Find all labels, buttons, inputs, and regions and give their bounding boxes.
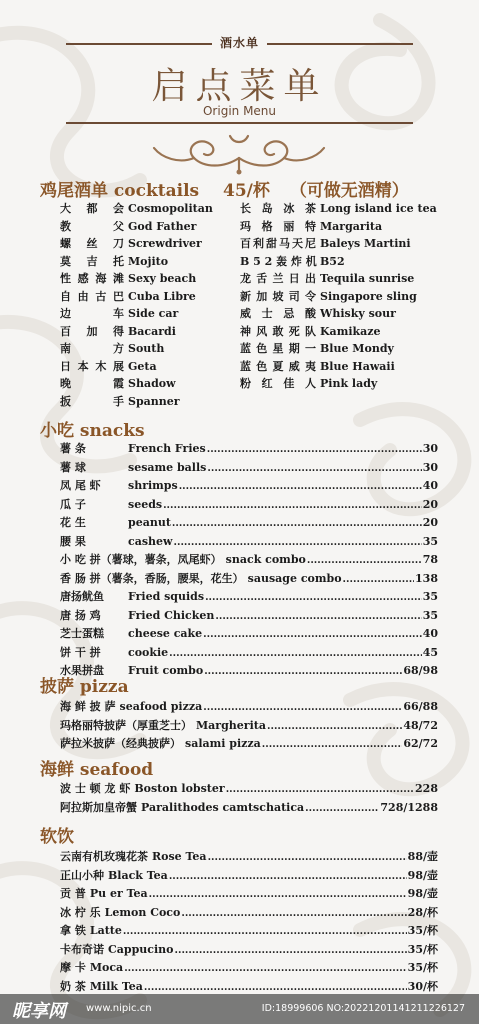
snacks-leader-dots [205,589,422,607]
cocktails-heading-text: 鸡尾酒单 cocktails [40,181,200,201]
snacks-en-name: Fried squids [128,590,205,603]
drinks-cn-name: 卡布奇诺 [60,942,104,956]
snacks-leader-dots [172,515,422,533]
drinks-leader-dots [174,942,406,960]
cocktail-item [60,270,245,288]
cocktail-en-name: Baleys Martini [320,237,411,250]
snacks-en-name: French Fries [128,442,206,455]
snacks-leader-dots [173,534,421,552]
drinks-item-name [60,978,143,996]
cocktail-item [240,358,476,376]
snacks-item [60,551,438,570]
menu-subtitle: Origin Menu [202,104,277,118]
pizza-list [60,698,438,754]
watermark-bar [0,994,479,1024]
snacks-leader-dots [163,497,422,515]
snacks-item [60,625,438,644]
snacks-cn-name: 水果拼盘 [60,664,104,677]
drinks-leader-dots [169,868,407,886]
cocktail-en-name: Singapore sling [320,289,417,303]
snacks-en-name: cookie [128,645,169,659]
drinks-leader-dots [181,905,406,923]
cocktails-right-list [240,200,476,393]
cocktail-cn-name: 螺 丝 刀 [60,237,124,250]
cocktail-en-name: Cuba Libre [128,289,196,303]
cocktail-cn-name: 百利甜马天尼 [240,237,316,250]
snacks-item [60,607,438,626]
snacks-price: 78 [422,553,438,566]
snacks-cn-name: 芝士蛋糕 [60,627,104,640]
drinks-cn-name: 贡 普 [60,887,86,900]
snacks-item-name [60,477,178,495]
snacks-leader-dots [207,441,422,459]
drinks-price: 35/杯 [407,961,438,974]
cocktail-en-name: Sexy beach [128,272,197,285]
pizza-leader-dots [203,699,402,717]
snacks-price: 45 [422,645,438,659]
drinks-en-name: Lemon Coco [104,905,181,919]
pizza-leader-dots [267,718,402,736]
cocktail-item [240,305,476,323]
drinks-en-name: Latte [89,924,122,937]
snacks-leader-dots [204,663,402,681]
cocktail-cn-name: 自由古巴 [60,289,124,303]
drinks-cn-name: 拿 铁 [60,924,86,937]
snacks-cn-name: 饼 干 拼 [60,645,101,659]
snacks-item-name [60,570,342,588]
seafood-en-name: Paralithodes camtschatica [141,801,305,814]
seafood-list [60,780,438,818]
seafood-item [60,780,438,799]
pizza-item-name [60,717,266,735]
pizza-item [60,735,438,754]
pizza-price: 62/72 [403,737,438,750]
snacks-en-name: sesame balls [128,460,207,474]
cocktail-en-name: Cosmopolitan [128,202,213,215]
drinks-leader-dots [149,886,407,904]
ornament-flourish-icon [144,128,334,176]
cocktail-en-name: Kamikaze [320,324,381,338]
header-rule-left [66,43,212,45]
snacks-en-name: snack combo [225,553,306,566]
cocktail-en-name: Spanner [128,394,180,408]
snacks-item [60,459,438,478]
cocktail-item [60,375,245,393]
cocktail-cn-name: 龙舌兰日出 [240,272,316,285]
snacks-en-name: seeds [128,497,163,511]
seafood-cn-name: 阿拉斯加皇帝蟹 [60,801,137,814]
snacks-price: 30 [422,442,438,455]
snacks-cn-name: 花 生 [60,516,86,529]
cocktail-en-name: B52 [320,254,345,268]
snacks-en-name: Fried Chicken [128,608,215,622]
drinks-cn-name: 摩 卡 [60,961,86,974]
snacks-price: 35 [422,590,438,603]
snacks-price: 40 [422,627,438,640]
pizza-heading: 披萨 pizza [40,677,129,697]
snacks-cn-name: 瓜 子 [60,497,86,511]
cocktail-item [240,340,476,358]
cocktail-cn-name: 教 父 [60,219,124,233]
snacks-item-name [60,533,172,551]
menu-title: 启点菜单 [151,66,328,107]
cocktail-cn-name: 威 士 忌 酸 [240,307,316,320]
cocktail-en-name: South [128,342,165,355]
cocktail-cn-name: 日本木展 [60,359,124,373]
snacks-leader-dots [179,478,422,496]
drinks-item-name [60,885,148,903]
cocktail-cn-name: 神风敢死队 [240,324,316,338]
snacks-leader-dots [207,460,421,478]
cocktail-cn-name: 晚 霞 [60,377,124,390]
seafood-price: 728/1288 [380,801,438,814]
header-rule-bottom [66,122,413,124]
snacks-item-name [60,644,168,662]
pizza-leader-dots [262,736,403,754]
cocktail-en-name: Long island ice tea [320,202,437,215]
drinks-price: 35/杯 [407,924,438,937]
snacks-cn-name: 香 肠 拼（薯条，香肠，腰果，花生） [60,571,244,585]
cocktail-en-name: God Father [128,219,197,233]
pizza-price: 48/72 [403,718,438,732]
drinks-item [60,959,438,978]
seafood-leader-dots [305,800,379,818]
cocktail-en-name: Side car [128,307,179,320]
cocktail-en-name: Shadow [128,377,176,390]
cocktail-item [60,235,245,253]
cocktail-item [240,288,476,306]
snacks-leader-dots [169,645,422,663]
snacks-item-name [60,514,171,532]
snacks-leader-dots [307,552,422,570]
drinks-leader-dots [208,849,407,867]
snacks-leader-dots [215,608,421,626]
drinks-item-name [60,922,122,940]
cocktail-en-name: Blue Mondy [320,342,394,355]
snacks-en-name: cheese cake [128,627,203,640]
drinks-item-name [60,867,168,885]
cocktail-item [60,200,245,218]
snacks-item [60,496,438,515]
drinks-heading: 软饮 [40,827,74,847]
cocktail-item [240,323,476,341]
cocktail-item [60,340,245,358]
pizza-cn-name: 玛格丽特披萨（厚重芝士） [60,718,192,732]
cocktails-left-list [60,200,245,410]
snacks-item [60,588,438,607]
drinks-cn-name: 正山小种 [60,868,104,882]
snacks-cn-name: 腰 果 [60,534,86,548]
cocktail-cn-name: 大 都 会 [60,202,124,215]
drinks-item-name [60,959,123,977]
snacks-cn-name: 小 吃 拼（薯球，薯条，凤尾虾） [60,553,222,566]
cocktail-cn-name: B 5 2 轰 炸 机 [240,254,317,268]
snacks-item [60,440,438,459]
cocktail-cn-name: 百 加 得 [60,324,124,338]
cocktail-cn-name: 长 岛 冰 茶 [240,202,316,215]
snacks-price: 20 [422,497,438,511]
cocktail-cn-name: 蓝色星期一 [240,342,316,355]
cocktail-item [60,218,245,236]
snacks-price: 35 [422,608,438,622]
drinks-price: 35/杯 [407,942,438,956]
seafood-leader-dots [226,781,414,799]
cocktails-heading [40,176,409,201]
drinks-en-name: Milk Tea [89,979,143,993]
snacks-item-name [60,625,202,643]
cocktail-item [60,358,245,376]
drinks-price: 30/杯 [407,979,438,993]
snacks-leader-dots [203,626,422,644]
drinks-item-name [60,941,173,959]
cocktail-item [240,218,476,236]
cocktail-cn-name: 蓝色夏威夷 [240,359,316,373]
cocktail-cn-name: 边 车 [60,307,124,320]
snacks-item-name [60,551,306,569]
cocktail-en-name: Geta [128,359,157,373]
drinks-en-name: Rose Tea [152,850,207,863]
seafood-item-name [60,799,304,817]
seafood-en-name: Boston lobster [134,782,225,795]
cocktail-item [60,253,245,271]
pizza-price: 66/88 [403,700,438,713]
snacks-cn-name: 唐 扬 鸡 [60,608,101,622]
snacks-item-name [60,459,206,477]
drinks-list [60,848,438,996]
drinks-item [60,941,438,960]
cocktail-item [60,393,245,411]
snacks-en-name: peanut [128,516,171,529]
snacks-list [60,440,438,681]
cocktail-cn-name: 玛 格 丽 特 [240,219,316,233]
cocktail-item [240,253,476,271]
cocktail-en-name: Whisky sour [320,307,396,320]
snacks-item-name [60,588,204,606]
drinks-en-name: Pu er Tea [89,887,148,900]
snacks-price: 68/98 [403,664,438,677]
cocktail-cn-name: 粉 红 佳 人 [240,377,316,390]
cocktail-item [60,288,245,306]
snacks-price: 20 [422,516,438,529]
snacks-heading: 小吃 snacks [40,421,145,441]
snacks-item [60,533,438,552]
cocktail-en-name: Screwdriver [128,237,202,250]
cocktail-item [240,270,476,288]
drinks-item [60,867,438,886]
snacks-cn-name: 唐扬鱿鱼 [60,590,104,603]
watermark-brand: 昵享网 [12,1001,66,1022]
snacks-en-name: sausage combo [247,571,342,585]
pizza-item-name [60,698,202,716]
drinks-price: 28/杯 [407,905,438,919]
snacks-item-name [60,496,162,514]
drinks-price: 98/壶 [407,887,438,900]
drinks-leader-dots [124,960,406,978]
snacks-cn-name: 薯 条 [60,442,86,455]
pizza-en-name: salami pizza [185,737,261,750]
seafood-heading: 海鲜 seafood [40,760,154,780]
seafood-item-name [60,780,225,798]
snacks-cn-name: 凤 尾 虾 [60,479,101,492]
drinks-cn-name: 奶 茶 [60,979,86,993]
cocktail-en-name: Bacardi [128,324,176,338]
cocktail-item [240,235,476,253]
cocktail-cn-name: 新加坡司令 [240,289,316,303]
drinks-price: 98/壶 [407,868,438,882]
snacks-item-name [60,607,214,625]
drinks-price: 88/壶 [407,850,438,863]
drinks-item [60,848,438,867]
pizza-item [60,717,438,736]
pizza-cn-name: 萨拉米披萨（经典披萨） [60,737,181,750]
drinks-cn-name: 冰 柠 乐 [60,905,101,919]
cocktail-cn-name: 扳 手 [60,394,124,408]
snacks-item [60,477,438,496]
drinks-item [60,922,438,941]
drinks-en-name: Cappucino [108,942,174,956]
cocktail-cn-name: 性感海滩 [60,272,124,285]
snacks-leader-dots [343,571,414,589]
pizza-item-name [60,735,261,753]
snacks-en-name: Fruit combo [128,664,204,677]
snacks-en-name: shrimps [128,479,178,492]
cocktails-note: （可做无酒精） [289,181,409,201]
seafood-price: 228 [415,782,438,795]
snacks-price: 138 [415,571,438,585]
snacks-item [60,570,438,589]
cocktail-item [60,323,245,341]
cocktail-cn-name: 莫 吉 托 [60,254,124,268]
seafood-cn-name: 波 士 顿 龙 虾 [60,782,131,795]
drinks-item-name [60,904,180,922]
watermark-id: ID:18999606 NO:20221201141211226127 [261,1003,465,1014]
cocktail-item [60,305,245,323]
cocktail-en-name: Pink lady [320,377,378,390]
cocktail-cn-name: 南 方 [60,342,124,355]
snacks-cn-name: 薯 球 [60,460,86,474]
pizza-item [60,698,438,717]
snacks-item-name [60,440,206,458]
drinks-item [60,885,438,904]
cocktail-en-name: Tequila sunrise [320,272,415,285]
header-rule-right [267,43,413,45]
drinks-item [60,904,438,923]
drinks-en-name: Moca [89,961,124,974]
menu-label: 酒水单 [219,36,259,50]
cocktail-item [240,375,476,393]
drinks-cn-name: 云南有机玫瑰花茶 [60,850,148,863]
drinks-item-name [60,848,207,866]
watermark-url: www.nipic.cn [86,1003,152,1014]
snacks-price: 30 [422,460,438,474]
snacks-price: 35 [422,534,438,548]
cocktail-en-name: Margarita [320,219,383,233]
pizza-en-name: Margherita [196,718,266,732]
snacks-item [60,644,438,663]
cocktails-price: 45/杯 [223,181,270,201]
seafood-item [60,799,438,818]
snacks-item [60,514,438,533]
cocktail-en-name: Mojito [128,254,169,268]
cocktail-item [240,200,476,218]
drinks-leader-dots [123,923,407,941]
snacks-en-name: cashew [128,534,173,548]
snacks-price: 40 [422,479,438,492]
cocktail-en-name: Blue Hawaii [320,359,395,373]
pizza-cn-name: 海 鲜 披 萨 [60,700,116,713]
pizza-en-name: seafood pizza [119,700,203,713]
drinks-en-name: Black Tea [108,868,168,882]
